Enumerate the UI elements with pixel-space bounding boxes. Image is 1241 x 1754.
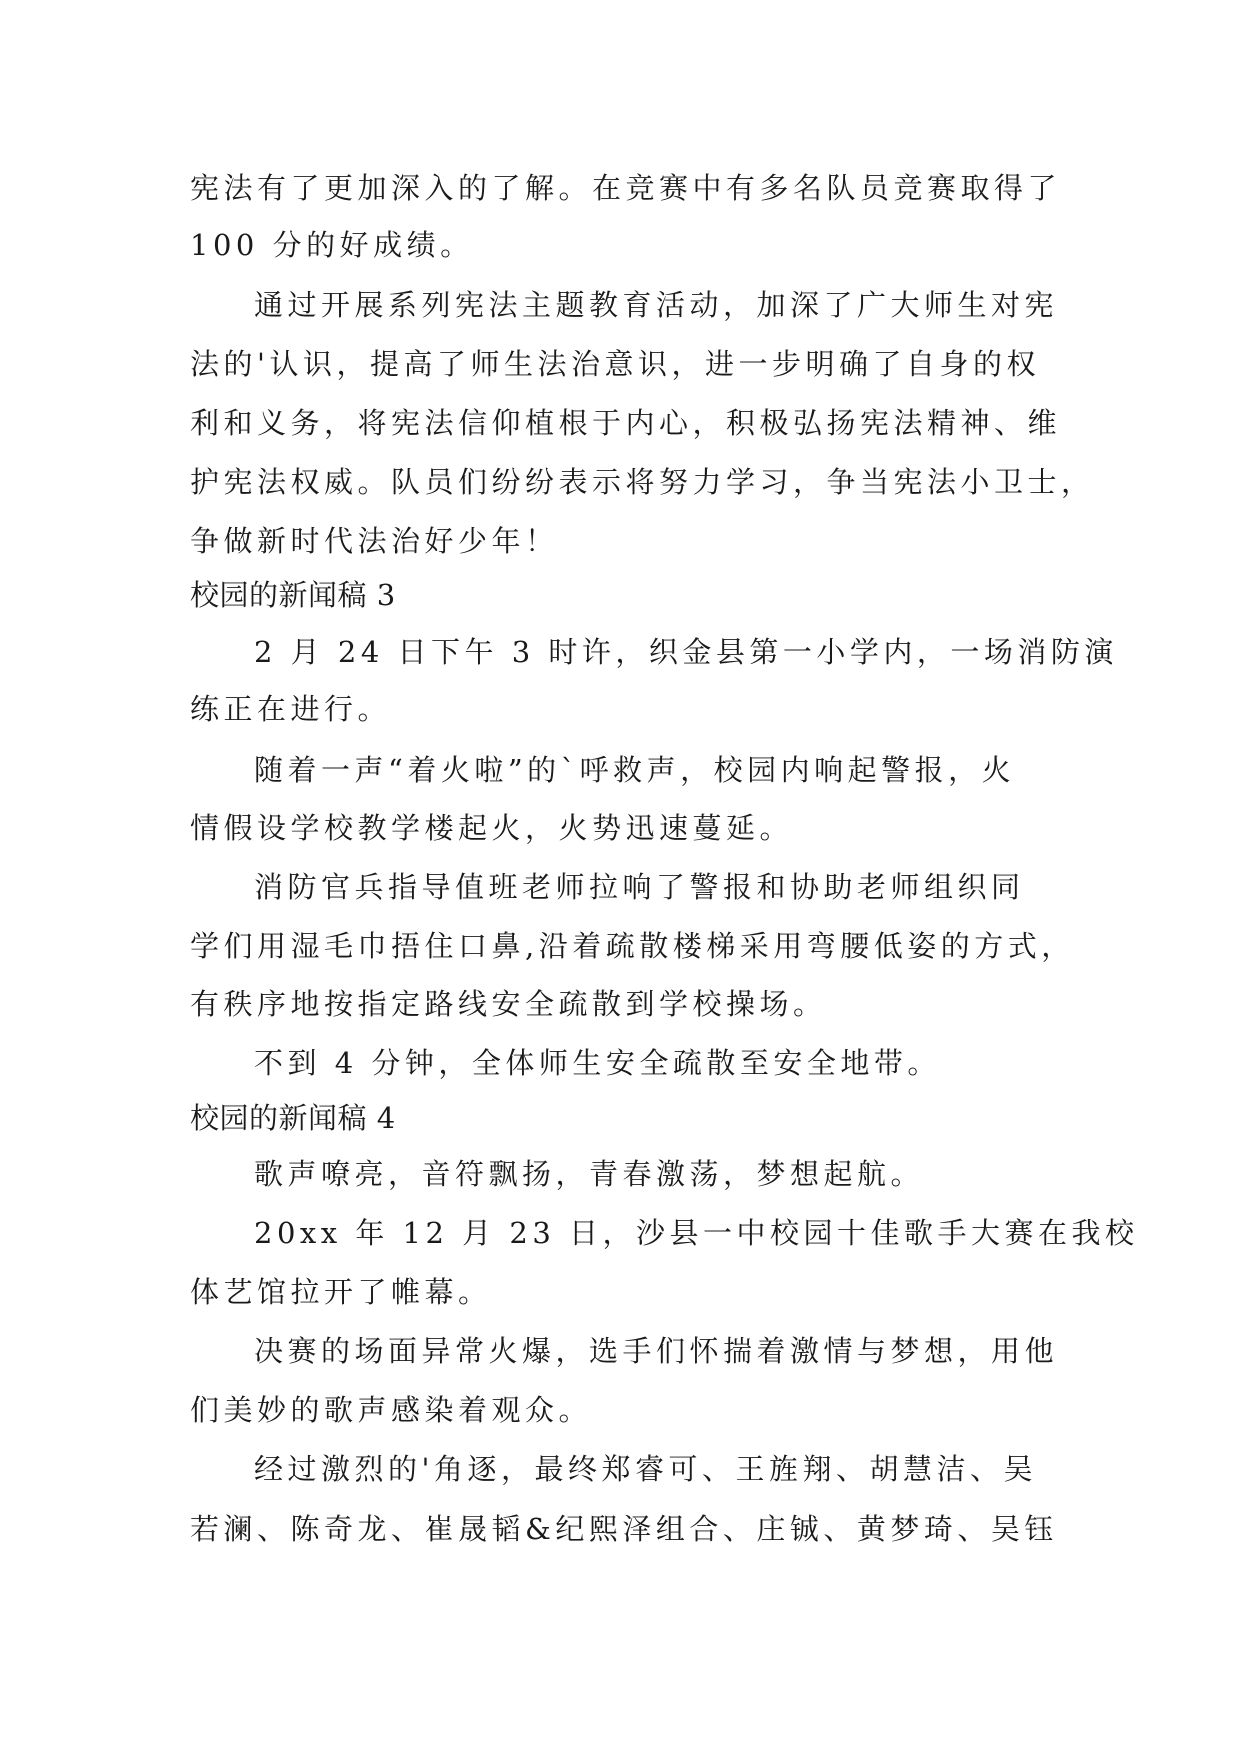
paragraph-line: 经过激烈的'角逐，最终郑睿可、王旌翔、胡慧洁、吴: [254, 1452, 1037, 1486]
paragraph-line: 宪法有了更加深入的了解。在竞赛中有多名队员竞赛取得了: [190, 171, 1062, 205]
paragraph-line: 不到 4 分钟，全体师生安全疏散至安全地带。: [254, 1046, 941, 1080]
paragraph-line: 有秩序地按指定路线安全疏散到学校操场。: [190, 987, 827, 1021]
paragraph-line: 练正在进行。: [190, 692, 392, 726]
paragraph-line: 体艺馆拉开了帷幕。: [190, 1275, 492, 1309]
paragraph-line: 决赛的场面异常火爆，选手们怀揣着激情与梦想，用他: [254, 1334, 1059, 1368]
paragraph-line: 学们用湿毛巾捂住口鼻,沿着疏散楼梯采用弯腰低姿的方式，: [190, 929, 1075, 963]
paragraph-line: 20xx 年 12 月 23 日，沙县一中校园十佳歌手大赛在我校: [254, 1216, 1139, 1250]
section-heading: 校园的新闻稿 4: [190, 1101, 396, 1135]
paragraph-line: 争做新时代法治好少年！: [190, 524, 559, 558]
paragraph-line: 随着一声“着火啦”的`呼救声，校园内响起警报，火: [254, 753, 1016, 787]
paragraph-line: 利和义务，将宪法信仰植根于内心，积极弘扬宪法精神、维: [190, 406, 1062, 440]
paragraph-line: 通过开展系列宪法主题教育活动，加深了广大师生对宪: [254, 288, 1059, 322]
paragraph-line: 情假设学校教学楼起火，火势迅速蔓延。: [190, 811, 794, 845]
paragraph-line: 们美妙的歌声感染着观众。: [190, 1393, 593, 1427]
paragraph-line: 2 月 24 日下午 3 时许，织金县第一小学内，一场消防演: [254, 635, 1118, 669]
paragraph-line: 护宪法权威。队员们纷纷表示将努力学习，争当宪法小卫士，: [190, 465, 1095, 499]
paragraph-line: 歌声嘹亮，音符飘扬，青春激荡，梦想起航。: [254, 1157, 925, 1191]
paragraph-line: 若澜、陈奇龙、崔晟韬&纪熙泽组合、庄铖、黄梦琦、吴钰: [190, 1512, 1058, 1546]
paragraph-line: 100 分的好成绩。: [190, 228, 474, 262]
paragraph-line: 消防官兵指导值班老师拉响了警报和协助老师组织同: [254, 870, 1025, 904]
section-heading: 校园的新闻稿 3: [190, 578, 396, 612]
paragraph-line: 法的'认识，提高了师生法治意识，进一步明确了自身的权: [190, 347, 1040, 381]
